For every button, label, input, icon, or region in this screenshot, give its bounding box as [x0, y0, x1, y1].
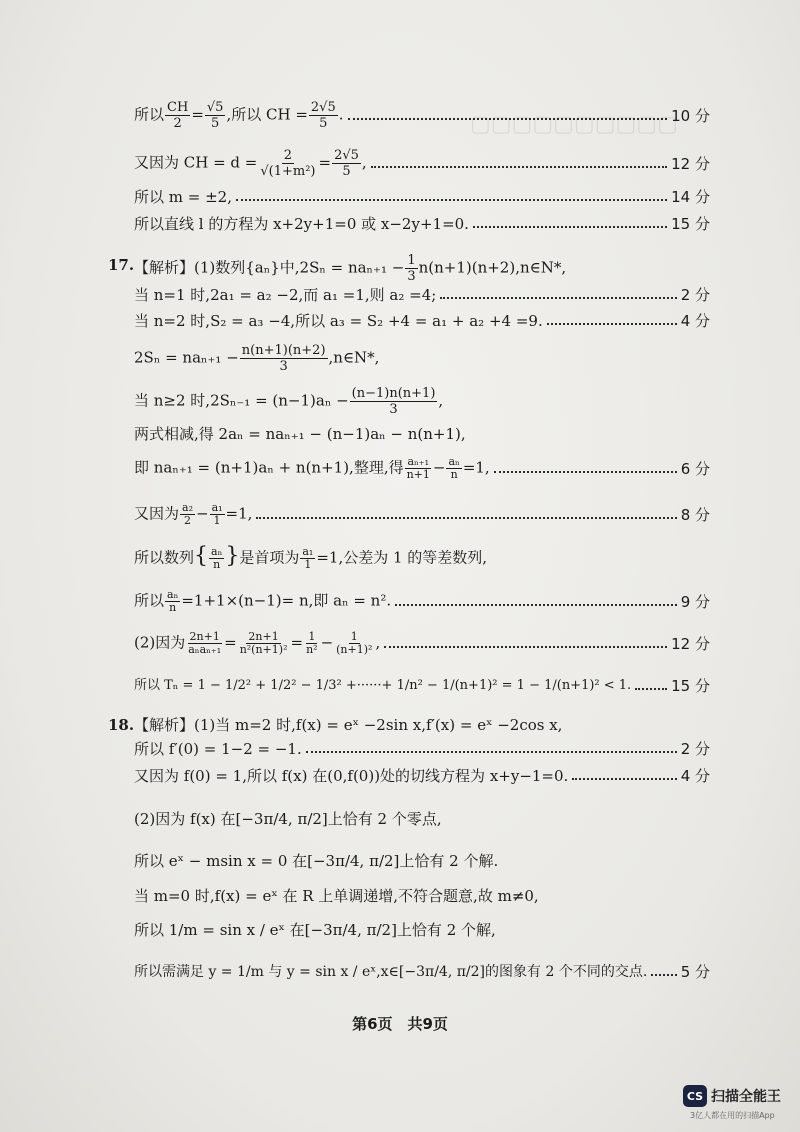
bleed-through-text: ▢▢▢▢▢▢▢▢▢▢: [470, 112, 678, 137]
solution-line: 所以 f′(0) = 1−2 = −1. 2 分: [134, 740, 710, 758]
leader-dots: [371, 166, 667, 168]
solution-line: 【解析】(1)当 m=2 时,f(x) = eˣ −2sin x,f′(x) = eˣ −2cos x,: [134, 716, 563, 734]
score-label: 6 分: [680, 459, 710, 478]
leader-dots: [635, 688, 667, 690]
scanner-app-name: 扫描全能王: [711, 1089, 781, 1105]
solution-line: 当 n≥2 时,2Sₙ₋₁ = (n−1)aₙ − $\frac{(n-1)n(n+1)}{3}$ ,: [134, 386, 444, 417]
leader-dots: [473, 226, 667, 228]
solution-line: 当 n=1 时,2a₁ = a₂ −2,而 a₁ =1,则 a₂ =4; 2 分: [134, 286, 710, 304]
leader-dots: [440, 297, 676, 299]
leader-dots: [494, 471, 677, 473]
leader-dots: [384, 646, 667, 648]
question-number: 18.: [108, 716, 135, 734]
score-label: 15 分: [671, 215, 710, 233]
page-footer: 第6页 共9页: [352, 1015, 448, 1033]
solution-line: 所以直线 l 的方程为 x+2y+1=0 或 x−2y+1=0. 15 分: [134, 215, 710, 233]
solution-line: 所以 $\frac{\text{aₙ}}{n}$ =1+1×(n−1)= n,即 aₙ = n². 9 分: [134, 588, 710, 614]
solution-line: 又因为 $\frac{\text{a₂}}{2}$ − $\frac{\text{a₁}}{1}$ =1, 8 分: [134, 501, 710, 527]
leader-dots: [572, 778, 676, 780]
solution-line: 所以 $\frac{CH}{2}$ = $\frac{√5}{5}$ ,所以 CH = $\frac{2√5}{5}$ . 10 分: [134, 100, 710, 131]
leader-dots: [651, 974, 676, 976]
camscanner-logo-icon: CS: [683, 1085, 707, 1107]
solution-line: 所以 1/m = sin x / eˣ 在[−3π/4, π/2]上恰有 2 个解,: [134, 921, 496, 939]
scanner-watermark: [683, 1085, 781, 1107]
score-label: 12 分: [671, 154, 710, 173]
leader-dots: [256, 517, 676, 519]
score-label: 12 分: [671, 634, 710, 653]
score-label: 9 分: [680, 592, 710, 611]
solution-line: 又因为 f(0) = 1,所以 f(x) 在(0,f(0))处的切线方程为 x+y−1=0. 4 分: [134, 767, 710, 785]
score-label: 4 分: [680, 767, 710, 785]
solution-line: 所以需满足 y = 1/m 与 y = sin x / eˣ,x∈[−3π/4, π/2]的图象有 2 个不同的交点. 5 分: [134, 963, 710, 981]
score-label: 5 分: [680, 963, 710, 981]
score-label: 4 分: [680, 312, 710, 330]
score-label: 15 分: [671, 677, 710, 695]
leader-dots: [547, 323, 677, 325]
leader-dots: [236, 199, 667, 201]
leader-dots: [306, 751, 677, 753]
solution-line: 所以 eˣ − msin x = 0 在[−3π/4, π/2]上恰有 2 个解.: [134, 852, 499, 870]
leader-dots: [348, 118, 668, 120]
solution-line: (2)因为 f(x) 在[−3π/4, π/2]上恰有 2 个零点,: [134, 810, 442, 828]
solution-line: 所以 Tₙ = 1 − 1/2² + 1/2² − 1/3² +······+ 1/n² − 1/(n+1)² = 1 − 1/(n+1)² < 1. 15 分: [134, 677, 710, 695]
solution-line: 又因为 CH = d = $\frac{2}{\text{√(1+m²)}}$ = $\frac{2√5}{5}$ , 12 分: [134, 148, 710, 179]
leader-dots: [395, 604, 677, 606]
solution-line: (2)因为 $\frac{2n+1}{\text{aₙaₙ₊₁}}$ = $\frac{2n+1}{\text{n²(n+1)²}}$ = $\frac{1}{\text{n²}}$ − $\frac{1}{\text{(n+1)²}}$ , 12 分: [134, 630, 710, 656]
solution-line: 所以 m = ±2, 14 分: [134, 188, 710, 206]
solution-line: 两式相减,得 2aₙ = naₙ₊₁ − (n−1)aₙ − n(n+1),: [134, 425, 466, 443]
scanner-tagline: 3亿人都在用的扫描App: [690, 1111, 775, 1120]
score-label: 10 分: [671, 106, 710, 125]
solution-line: 【解析】(1)数列{aₙ}中,2Sₙ = naₙ₊₁ − $\frac{1}{3}$ n(n+1)(n+2),n∈N*,: [134, 253, 567, 284]
solution-line: 2Sₙ = naₙ₊₁ − $\frac{n(n+1)(n+2)}{3}$ ,n∈N*,: [134, 343, 380, 374]
solution-line: 当 n=2 时,S₂ = a₃ −4,所以 a₃ = S₂ +4 = a₁ + a₂ +4 =9. 4 分: [134, 312, 710, 330]
score-label: 14 分: [671, 188, 710, 206]
score-label: 2 分: [680, 286, 710, 304]
solution-line: 即 naₙ₊₁ = (n+1)aₙ + n(n+1),整理,得 $\frac{\text{aₙ₊₁}}{n+1}$ − $\frac{\text{aₙ}}{n}$ =1, 6 分: [134, 455, 710, 481]
question-number: 17.: [108, 256, 135, 274]
solution-line: 所以数列{ $\frac{\text{aₙ}}{n}$ }是首项为 $\frac{\text{a₁}}{1}$ =1,公差为 1 的等差数列,: [134, 543, 488, 571]
solution-line: 当 m=0 时,f(x) = eˣ 在 R 上单调递增,不符合题意,故 m≠0,: [134, 887, 539, 905]
score-label: 8 分: [680, 505, 710, 524]
score-label: 2 分: [680, 740, 710, 758]
